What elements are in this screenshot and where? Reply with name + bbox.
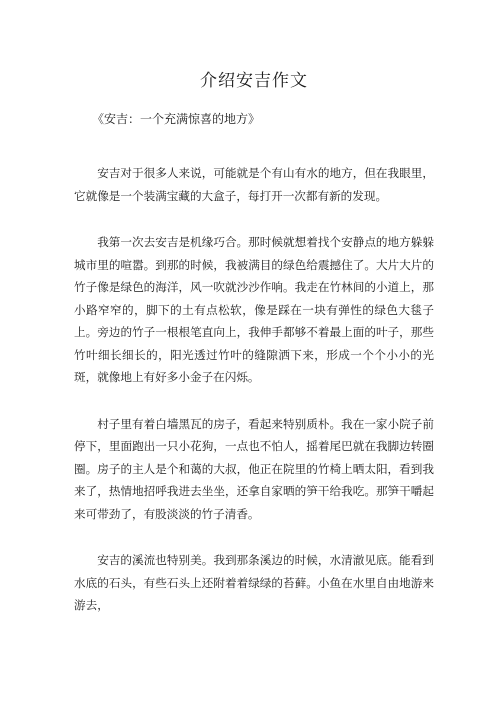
paragraph-4: 安吉的溪流也特别美。我到那条溪边的时候，水清澈见底。能看到水底的石头，有些石头上还附着着绿绿的苔藓。小鱼在水里自由地游来游去， xyxy=(74,553,434,612)
document-title: 介绍安吉作文 xyxy=(200,71,308,91)
paragraph-2: 我第一次去安吉是机缘巧合。那时候就想着找个安静点的地方躲躲城市里的喧嚣。到那的时候，我被满目的绿色给震撼住了。大片大片的竹子像是绿色的海洋，风一吹就沙沙作响。我走在竹林间的小道上，那小路窄窄的，脚下的土有点松软，像是踩在一块有弹性的绿色大毯子上。旁边的竹子一根根笔直向上，我伸手都够不着最上面的叶子，那些竹叶细长细长的，阳光透过竹叶的缝隙洒下来，形成一个个小小的光斑，就像地上有好多小金子在闪烁。 xyxy=(74,235,434,384)
paragraph-1: 安吉对于很多人来说，可能就是个有山有水的地方，但在我眼里，它就像是一个装满宝藏的大盒子，每打开一次都有新的发现。 xyxy=(74,166,434,203)
document-subtitle: 《安吉：一个充满惊喜的地方》 xyxy=(92,112,261,126)
paragraph-3: 村子里有着白墙黑瓦的房子，看起来特别质朴。我在一家小院子前停下，里面跑出一只小花狗，一点也不怕人，摇着尾巴就在我脚边转圈圈。房子的主人是个和蔼的大叔，他正在院里的竹椅上晒太阳，看到我来了，热情地招呼我进去坐坐，还拿自家晒的笋干给我吃。那笋干嚼起来可带劲了，有股淡淡的竹子清香。 xyxy=(74,416,434,521)
